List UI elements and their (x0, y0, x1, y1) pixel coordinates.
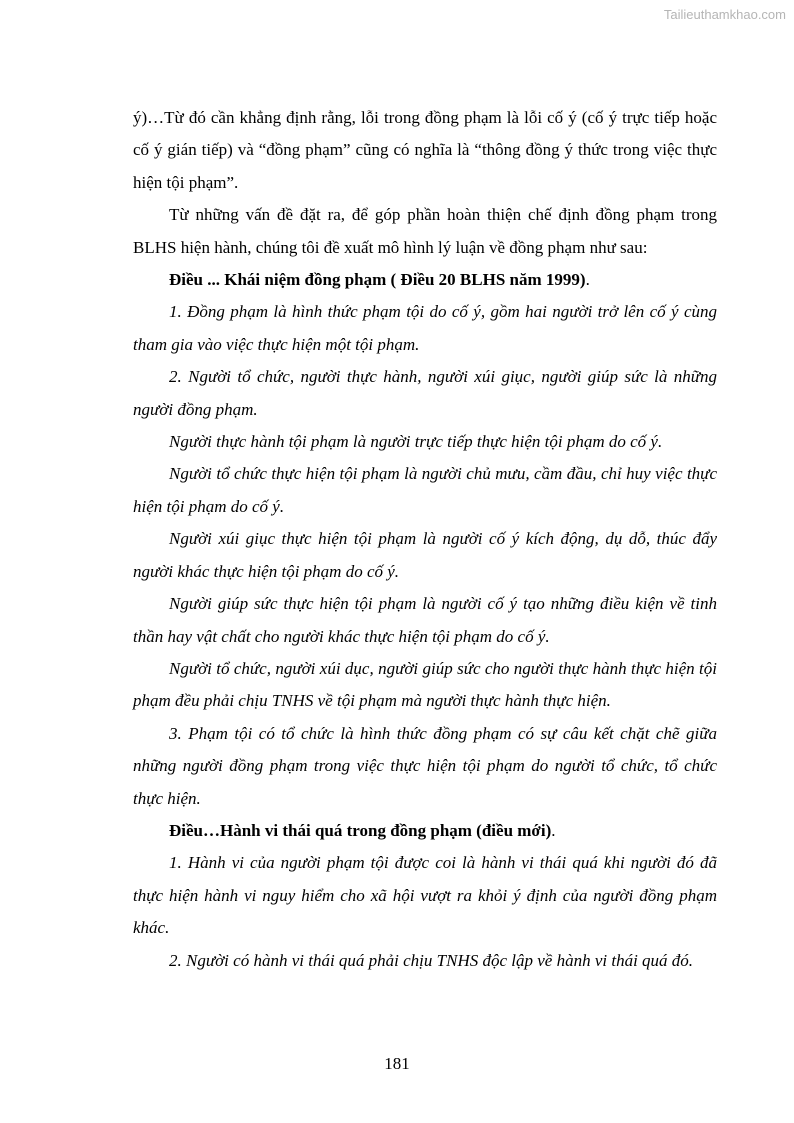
page-number: 181 (384, 1054, 410, 1073)
article-heading (133, 264, 717, 296)
watermark: Tailieuthamkhao.com (663, 7, 786, 22)
article-heading (133, 815, 717, 847)
body-paragraph: Từ những vấn đề đặt ra, để góp phần hoàn thiện chế định đồng phạm trong BLHS hiện hành, chúng tôi đề xuất mô hình lý luận về đồng phạm như sau: (133, 205, 717, 257)
article-title-punctuation: . (551, 820, 556, 840)
article-clause: Người thực hành tội phạm là người trực tiếp thực hiện tội phạm do cố ý. (169, 432, 663, 452)
article-clause: 1. Đồng phạm là hình thức phạm tội do cố ý, gồm hai người trở lên cố ý cùng tham gia vào việc thực hiện một tội phạm. (133, 302, 717, 354)
document-body (133, 102, 717, 977)
article-title-punctuation: . (585, 270, 590, 290)
article-clause: 2. Người có hành vi thái quá phải chịu TNHS độc lập về hành vi thái quá đó. (169, 950, 694, 970)
article-clause: Người giúp sức thực hiện tội phạm là người cố ý tạo những điều kiện về tinh thần hay vật chất cho người khác thực hiện tội phạm do cố ý. (133, 594, 717, 646)
article-clause: Người tổ chức thực hiện tội phạm là người chủ mưu, cầm đầu, chỉ huy việc thực hiện tội phạm do cố ý. (133, 464, 717, 516)
article-clause: Người tổ chức, người xúi dục, người giúp sức cho người thực hành thực hiện tội phạm đều phải chịu TNHS về tội phạm mà người thực hành thực hiện. (133, 658, 717, 711)
article-clause: Người xúi giục thực hiện tội phạm là người cố ý kích động, dụ dỗ, thúc đẩy người khác thực hiện tội phạm do cố ý. (133, 529, 717, 581)
article-clause: 1. Hành vi của người phạm tội được coi là hành vi thái quá khi người đó đã thực hiện hành vi nguy hiểm cho xã hội vượt ra khỏi ý định của người đồng phạm khác. (133, 853, 717, 938)
article-clause: 3. Phạm tội có tổ chức là hình thức đồng phạm có sự câu kết chặt chẽ giữa những người đồng phạm trong việc thực hiện tội phạm do người tổ chức, tổ chức thực hiện. (133, 723, 717, 808)
article-title: Điều…Hành vi thái quá trong đồng phạm (điều mới) (169, 820, 552, 840)
body-paragraph: ý)…Từ đó cần khẳng định rằng, lỗi trong đồng phạm là lỗi cố ý (cố ý trực tiếp hoặc cố ý gián tiếp) và “đồng phạm” cũng có nghĩa là “thông đồng ý thức trong việc thực hiện tội phạm”. (133, 108, 717, 192)
article-title: Điều ... Khái niệm đồng phạm ( Điều 20 BLHS năm 1999) (169, 270, 586, 290)
article-clause: 2. Người tổ chức, người thực hành, người xúi giục, người giúp sức là những người đồng phạm. (133, 367, 717, 419)
